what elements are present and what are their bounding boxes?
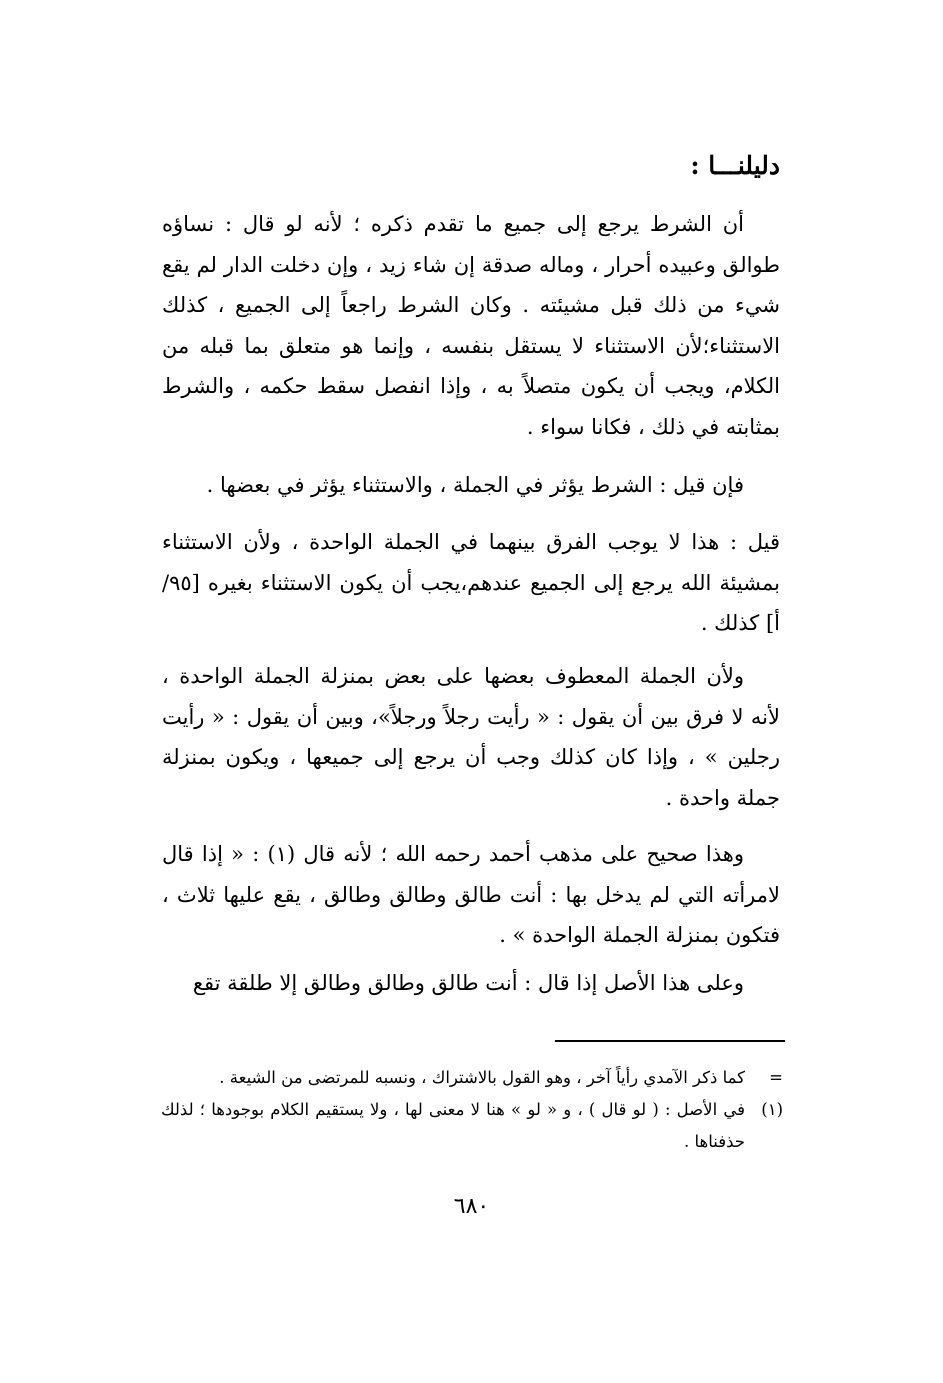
footnote-text: كما ذكر الآمدي رأياً آخر ، وهو القول بالاشتراك ، ونسبه للمرتضى من الشيعة . — [219, 1068, 745, 1087]
body-paragraph-6 — [162, 963, 780, 1004]
body-paragraph-2 — [162, 465, 780, 506]
paragraph-text: وهذا صحيح على مذهب أحمد رحمه الله ؛ لأنه قال (١) : « إذا قال لامرأته التي لم يدخل بها : أنت طالق وطالق وطالق ، يقع عليها ثلاث ، فتكون بمنزلة الجملة الواحدة » . — [162, 842, 780, 947]
section-heading: دليلنـــا : — [690, 151, 780, 180]
paragraph-text: وعلى هذا الأصل إذا قال : أنت طالق وطالق وطالق إلا طلقة تقع — [192, 971, 744, 995]
paragraph-text: قيل : هذا لا يوجب الفرق بينهما في الجملة الواحدة ، ولأن الاستثناء بمشيئة الله يرجع إلى الجميع عندهم،يجب أن يكون الاستثناء بغيره [٩٥/أ] كذلك . — [162, 530, 780, 635]
paragraph-text: فإن قيل : الشرط يؤثر في الجملة ، والاستثناء يؤثر في بعضها . — [206, 473, 744, 497]
body-paragraph-5 — [162, 834, 780, 956]
footnotes — [161, 1062, 783, 1158]
footnote-text: في الأصل : ( لو قال ) ، و « لو » هنا لا معنى لها ، ولا يستقيم الكلام بوجودها ؛ لذلك حذفناها . — [161, 1100, 745, 1151]
paragraph-text: أن الشرط يرجع إلى جميع ما تقدم ذكره ؛ لأنه لو قال : نساؤه طوالق وعبيده أحرار ، وماله صدقة إن شاء زيد ، وإن دخلت الدار لم يقع شيء من ذلك قبل مشيئته . وكان الشرط راجعاً إلى الجميع ، كذلك الاستثناء؛لأن الاستثناء لا يستقل بنفسه ، وإنما هو متعلق بما قبله من الكلام، ويجب أن يكون متصلاً به ، وإذا انفصل سقط حكمه ، والشرط بمثابته في ذلك ، فكانا سواء . — [162, 212, 780, 439]
footnote-marker: (١) — [761, 1100, 783, 1119]
footnote-divider — [555, 1040, 785, 1042]
body-paragraph-1 — [162, 204, 780, 447]
footnote-1 — [161, 1094, 783, 1158]
paragraph-text: ولأن الجملة المعطوف بعضها على بعض بمنزلة الجملة الواحدة ، لأنه لا فرق بين أن يقول : « رأيت رجلاً ورجلاً»، وبين أن يقول : « رأيت رجلين » ، وإذا كان كذلك وجب أن يرجع إلى جميعها ، ويكون بمنزلة جملة واحدة . — [162, 664, 780, 810]
footnote-continued — [161, 1062, 783, 1094]
body-paragraph-4 — [162, 656, 780, 818]
footnote-marker: = — [769, 1068, 783, 1087]
body-paragraph-3 — [162, 522, 780, 644]
page-number: ٦٨٠ — [453, 1194, 490, 1219]
